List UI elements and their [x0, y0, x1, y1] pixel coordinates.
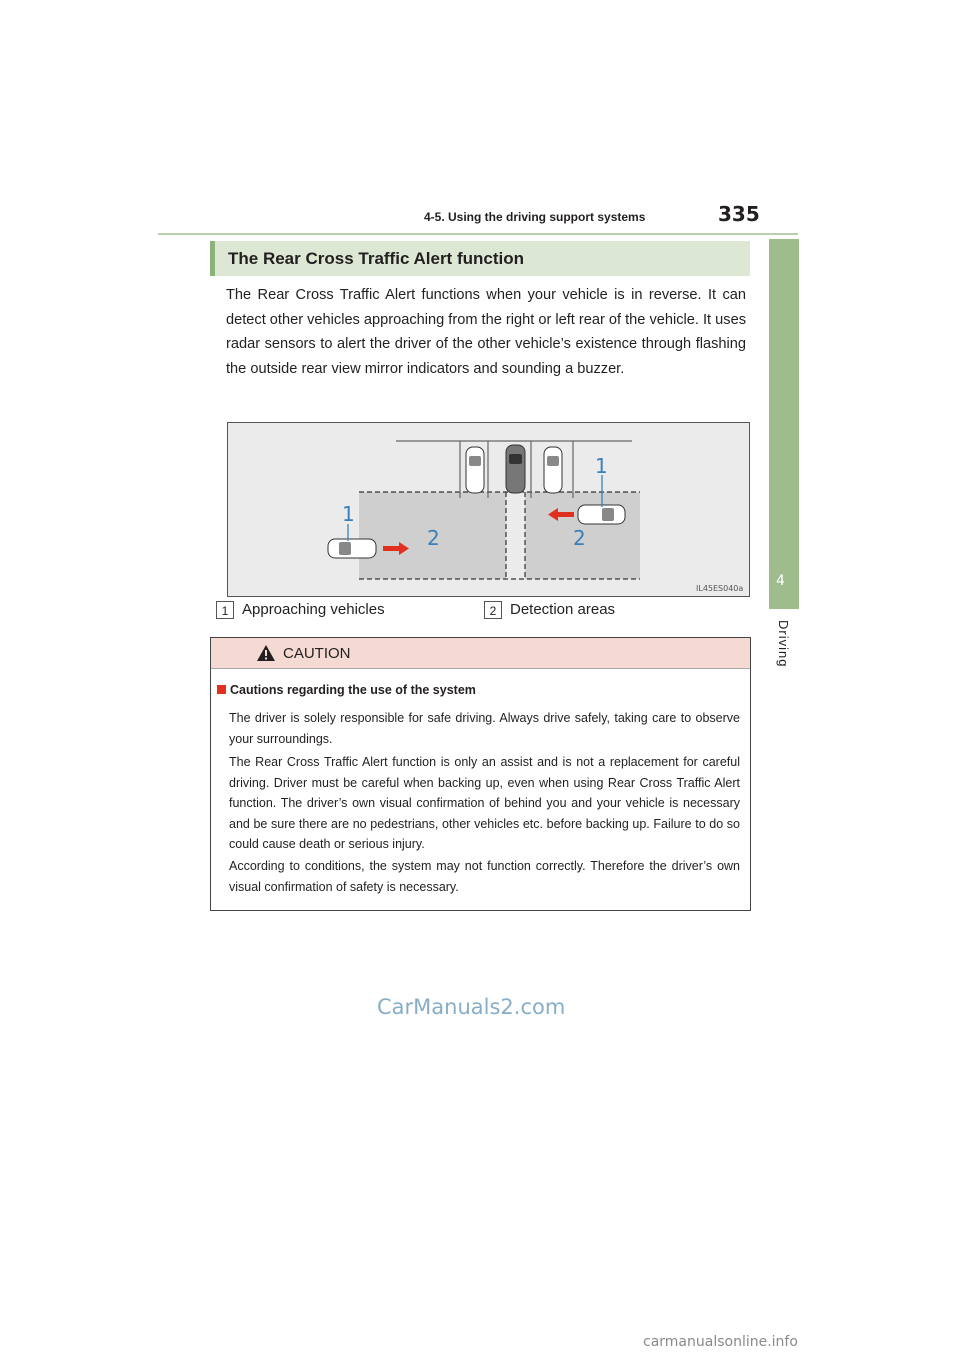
legend-item-detection: [484, 601, 615, 621]
page-number: 335: [718, 202, 760, 226]
intro-paragraph: The Rear Cross Traffic Alert functions when your vehicle is in reverse. It can detect other vehicles approaching from the right or left rear of the vehicle. It uses radar sensors to alert the driver of the other vehicle’s existence through flashing the outside rear view mirror indicators and sounding a buzzer.: [226, 287, 746, 377]
legend-label: Approaching vehicles: [242, 601, 385, 618]
callout-1-right: 1: [595, 454, 608, 478]
warning-triangle-icon: [257, 645, 275, 661]
legend-item-approaching: [216, 601, 385, 621]
red-square-bullet-icon: [217, 685, 226, 694]
caution-header: [211, 638, 750, 669]
approaching-vehicle-left: [328, 539, 376, 558]
caution-box: [210, 637, 751, 911]
rcta-diagram: [228, 423, 749, 596]
caution-subheading: Cautions regarding the use of the system: [217, 683, 476, 697]
rcta-illustration: [227, 422, 750, 597]
parked-cars: [466, 445, 562, 493]
legend-label: Detection areas: [510, 601, 616, 618]
watermark-center: CarManuals2.com: [377, 995, 566, 1019]
section-heading-bar: [210, 241, 750, 276]
chapter-tab: [769, 239, 799, 609]
caution-paragraph: According to conditions, the system may not function correctly. Therefore the driver’s own visual confirmation of safety is necessary.: [229, 859, 740, 894]
approaching-vehicle-right: [578, 505, 625, 524]
header-rule: [158, 233, 798, 235]
caution-paragraph: The driver is solely responsible for safe driving. Always drive safely, taking care to observe your surroundings.: [229, 711, 740, 746]
callout-1-left: 1: [342, 502, 355, 526]
caution-paragraph: The Rear Cross Traffic Alert function is only an assist and is not a replacement for careful driving. Driver must be careful when backing up, even when using Rear Cross Traffic Alert function. The driver’s own visual confirmation of behind you and your vehicle is necessary and be sure there are no pedestrians, other vehicles etc. before backing up. Failure to do so could cause death or serious injury.: [229, 755, 740, 852]
legend-number: 1: [216, 601, 234, 619]
figure-code: IL45ES040a: [696, 584, 744, 593]
running-header: 4-5. Using the driving support systems: [424, 210, 646, 224]
legend-number: 2: [484, 601, 502, 619]
watermark-footer: carmanualsonline.info: [643, 1334, 798, 1350]
chapter-number: 4: [776, 573, 785, 589]
section-title: The Rear Cross Traffic Alert function: [228, 249, 524, 268]
chapter-label: Driving: [776, 620, 791, 668]
callout-2-right: 2: [573, 526, 586, 550]
callout-2-left: 2: [427, 526, 440, 550]
caution-title: CAUTION: [283, 645, 351, 662]
